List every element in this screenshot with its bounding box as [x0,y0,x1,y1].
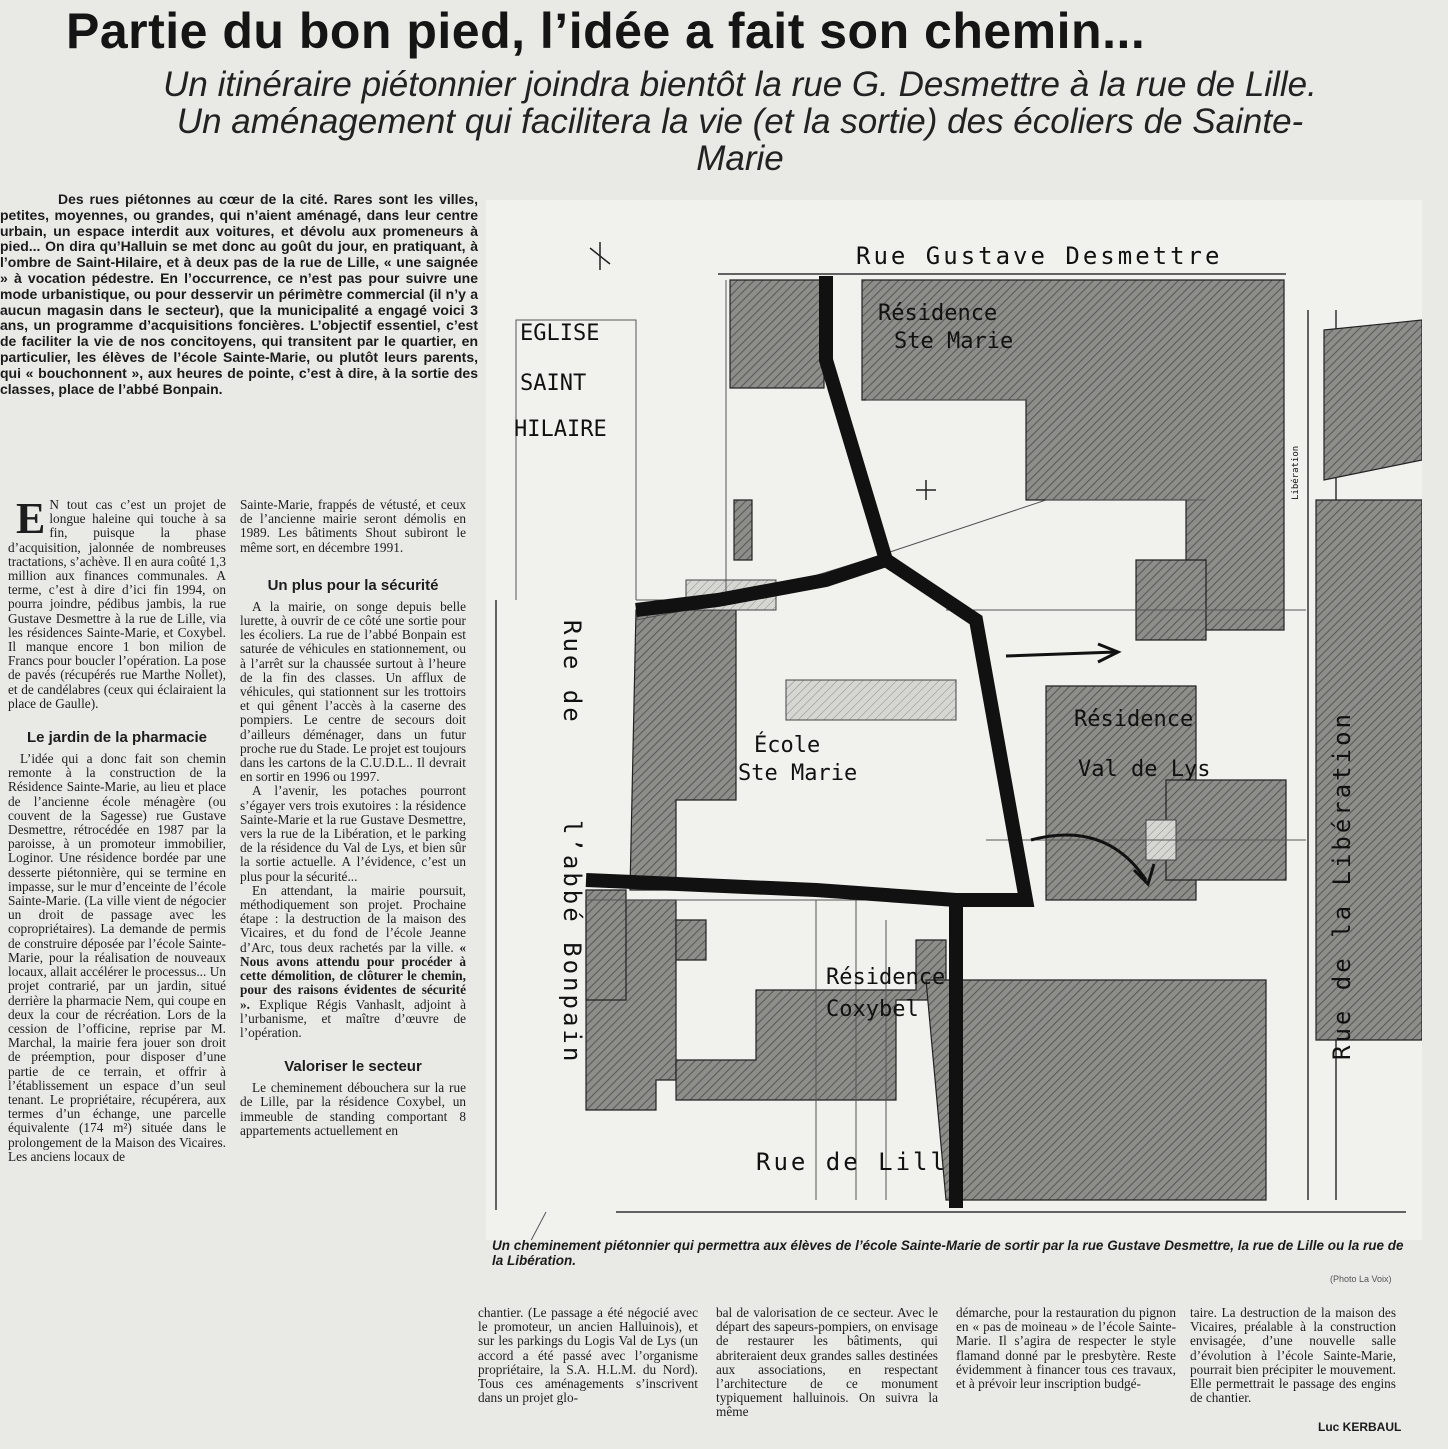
photo-credit: (Photo La Voix) [1330,1274,1392,1284]
label-coxy-1: Résidence [826,965,946,990]
lede-text: Des rues piétonnes au cœur de la cité. Rares sont les villes, petites, moyennes, ou grandes, qui n’aient aménagé, dans leur centre urbain, un espace interdit aux voitures, et dévolu aux promeneurs à pied... On dira qu’Halluin se met donc au goût du jour, en pratiquant, à l’ombre de Saint-Hilaire, et à deux pas de la rue de Lille, « une saignée » à vocation pédestre. En l’occurrence, ce n’est pas pour suivre une mode urbanistique, ou pour desservir un périmètre commercial (il n’y a aucun magasin dans le secteur), que la municipalité a engagé voici 3 ans, un programme d’acquisitions foncières. L’objectif essentiel, c’est de faciliter la vie de nos concitoyens, qui transitent par le quartier, en particulier, les élèves de l’école Sainte-Marie, ou plutôt leurs parents, qui « bouchonnent », aux heures de pointe, c’est à dire, à la sortie des classes, place de l’abbé Bonpain. [0,191,478,397]
col-b-paragraph-4: Le cheminement débouchera sur la rue de Lille, par la résidence Coxybel, un immeuble de standing comportant 8 appartements actuellement en [240,1080,466,1138]
column-a [8,494,226,1238]
col-b-paragraph-0: Sainte-Marie, frappés de vétusté, et ceux de l’ancienne mairie seront démolis en 1989. Les bâtiments Shout subiront le même sort, en décembre 1991. [240,497,466,555]
drop-cap: E [16,494,46,543]
map-caption: Un cheminement piétonnier qui permettra aux élèves de l’école Sainte-Marie de sortir par la rue Gustave Desmettre, la rue de Lille ou la rue de la Libération. [492,1238,1404,1268]
col-b-paragraph-2: A l’avenir, les potaches pourront s’égayer vers trois exutoires : la résidence Sainte-Marie et la rue Gustave Desmettre, vers la rue de la Libération, et le parking de la résidence du Val de Lys, et bien sûr la sortie actuelle. A l’évidence, c’est un plus pour la sécurité... [240,783,466,884]
subheadline: Un itinéraire piétonnier joindra bientôt la rue G. Desmettre à la rue de Lille. Un aménagement qui facilitera la vie (et la sortie) des écoliers de Sainte-Marie [163,65,1317,178]
bottom-column-4: taire. La destruction de la maison des Vicaires, préalable à la construction envisagée, d’une nouvelle salle d’évolution à l’école Sainte-Marie, pourrait bien précipiter le mouvement. Elle permettrait le passage des engins de chantier. [1190,1305,1396,1406]
label-ecole-1: École [754,733,821,758]
col-b-paragraph-3 [240,884,466,1040]
label-street-top: Rue Gustave Desmettre [856,242,1223,270]
label-liberation-small: Libération [1291,445,1301,500]
col-b-p3-start: En attendant, la mairie poursuit, méthodiquement son projet. Prochaine étape : la destruction de la maison des Vicaires, et du fond de l’école Jeanne d’Arc, tous deux rachetés par la ville. [240,882,466,955]
bottom-column-1: chantier. (Le passage a été négocié avec le promoteur, un ancien Halluinois), et sur les parkings du Logis Val de Lys (un accord a été passé avec l’organisme propriétaire, la S.A. H.L.M. du Nord). Tous ces aménagements s’inscrivent dans un projet glo- [478,1305,698,1406]
col-a-paragraph-1: N tout cas c’est un projet de longue haleine qui touche à sa fin, puisque la phase d’acquisition, jalonnée de nombreuses tractations, s’achève. Il en aura coûté 1,3 million aux finances communales. A terme, c’est à dire d’ici fin 1994, on pourra joindre, pédibus jambis, la rue Gustave Desmettre à la rue de Lille, via les résidences Sainte-Marie, et Coxybel. Il manque encore 1 bon milion de Francs pour boucler l’opération. La pose de pavés (récupérés rue Marthe Nollet), et de candélabres (ceux qui éclairaient la place de Gaulle). [8,497,226,711]
label-church-1: EGLISE [520,321,600,346]
label-street-left-1: Rue de [558,620,586,725]
headline: Partie du bon pied, l’idée a fait son chemin... [66,3,1146,59]
label-res-stemarie-1: Résidence [878,301,998,326]
label-val-2: Val de Lys [1078,757,1211,782]
col-a-paragraph-2: L’idée qui a donc fait son chemin remonte à la construction de la Résidence Sainte-Marie, au lieu et place de l’ancienne école ménagère (ou couvent de la Sagesse) rue Gustave Desmettre, rétrocédée en 1987 par la paroisse, à un promoteur immobilier, Loginor. Une résidence bordée par une desserte piétonnière, qui se termine en impasse, sur le mur d’enceinte de l’école Sainte-Marie. (La ville vient de négocier un droit de passage avec les copropriétaires). La demande de permis de construire déposée par l’école Sainte-Marie, pour la réalisation de nouveaux locaux, allait accélérer le processus... Un projet contrarié, par un jardin, situé derrière la pharmacie Nem, qui coupe en deux la cour de récréation. Lors de la cession de l’officine, reprise par M. Marchal, la mairie fera jouer son droit de préemption, pour disposer d’une partie de ce terrain, et offrir à l’établissement un espace d’un seul tenant. Le propriétaire, récupérera, aux termes d’un échange, une parcelle équivalente (174 m²) située dans le prolongement de la Maison des Vicaires. Les anciens locaux de [8,751,226,1164]
label-street-bottom: Rue de Lille [756,1148,966,1176]
bottom-column-3: démarche, pour la restauration du pignon en « pas de moineau » de l’école Sainte-Marie. Il s’agira de respecter le style flamand donné par le presbytère. Reste évidemment à financer tous ces travaux, et à prévoir leur inscription budgé- [956,1305,1176,1392]
col-b-p3-end: Explique Régis Vanhaslt, adjoint à l’urbanisme, et maître d’œuvre de l’opération. [240,996,466,1040]
col-b-paragraph-1: A la mairie, on songe depuis belle lurette, à ouvrir de ce côté une sortie pour les écoliers. La rue de l’abbé Bonpain est saturée de véhicules en stationnement, ou à l’arrêt sur la chaussée surtout à l’heure de la fin des classes. Un afflux de véhicules, qui stationnent sur les trottoirs et qui gênent l’accès à la caserne des pompiers. Le centre de secours doit d’ailleurs déménager, dans un futur proche rue du Stade. Le projet est toujours dans les cartons de la C.U.D.L.. Il devrait en sortir en 1996 ou 1997. [240,598,466,785]
col-a-subheading: Le jardin de la pharmacie [26,729,208,747]
author-signature: Luc KERBAUL [1318,1420,1402,1434]
col-b-p3-quote: « Nous avons attendu pour procéder à cette démolition, de clôturer le chemin, pour des raisons évidentes de sécurité ». [240,939,466,1012]
label-street-right: Rue de la Libération [1328,711,1356,1060]
label-church-3: HILAIRE [514,417,607,442]
label-street-left-2: l’abbé Bonpain [558,820,586,1065]
bottom-column-2: bal de valorisation de ce secteur. Avec le départ des sapeurs-pompiers, on envisage de restaurer les bâtiments, qui abriteraient deux grandes salles destinées aux associations, en respectant l’architecture de ce monument typiquement halluinois. On suivra la même [716,1305,938,1420]
label-val-1: Résidence [1074,707,1194,732]
column-b [240,498,466,1278]
label-church-2: SAINT [520,371,587,396]
col-b-subheading-1: Un plus pour la sécurité [267,576,439,594]
site-plan-map [486,200,1422,1240]
label-res-stemarie-2: Ste Marie [894,329,1014,354]
lede-paragraph [0,192,478,397]
label-coxy-2: Coxybel [826,997,919,1022]
label-ecole-2: Ste Marie [738,761,858,786]
col-b-subheading-2: Valoriser le secteur [284,1058,422,1076]
